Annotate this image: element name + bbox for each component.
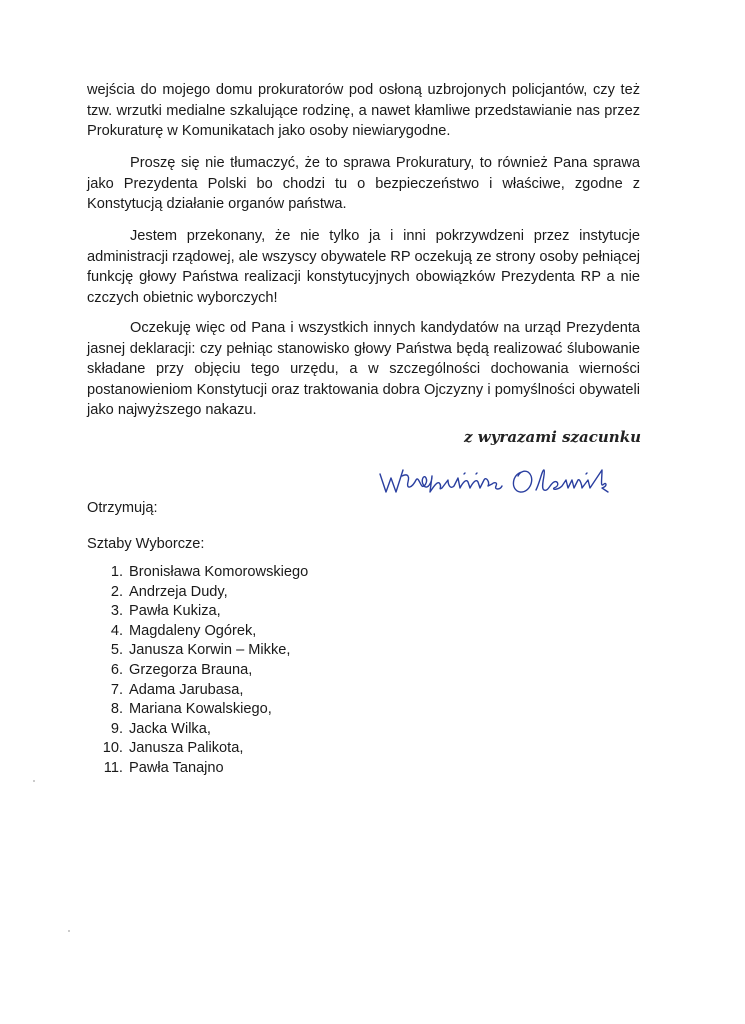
letter-paragraph-3: Jestem przekonany, że nie tylko ja i inni pokrzywdzeni przez instytucje administracji rządowej, ale wszyscy obywatele RP oczekują ze strony osoby pełniącej funkcję głowy Państwa realizacji konstytucyjnych obowiązków Prezydenta RP a nie czczych obietnic wyborczych! bbox=[87, 228, 640, 306]
list-item: 8. Mariana Kowalskiego, bbox=[110, 701, 272, 718]
letter-paragraph-4: Oczekuję więc od Pana i wszystkich innych kandydatów na urząd Prezydenta jasnej deklaracji: czy pełniąc stanowisko głowy Państwa będą realizować ślubowanie składane przy objęciu tego urzędu, a w szczególności dochowania wierności postanowieniom Konstytucji oraz traktowania dobra Ojczyzny i pomyślności obywateli jako najwyższego nakazu. bbox=[87, 320, 640, 418]
list-item: 1. Bronisława Komorowskiego bbox=[110, 564, 309, 580]
list-item: 11. Pawła Tanajno bbox=[103, 759, 224, 776]
scan-speck bbox=[33, 780, 35, 782]
list-item: 6. Grzegorza Brauna, bbox=[110, 661, 253, 678]
list-item: 10. Janusza Palikota, bbox=[102, 740, 244, 757]
handwritten-signature bbox=[376, 462, 616, 502]
list-item: 3. Pawła Kukiza, bbox=[110, 603, 221, 620]
recipient-list bbox=[87, 563, 308, 779]
letter-paragraph-2: Proszę się nie tłumaczyć, że to sprawa Prokuratury, to również Pana sprawa jako Prezydenta Polski bo chodzi tu o bezpieczeństwo i właściwe, zgodne z Konstytucją działanie organów państwa. bbox=[87, 155, 640, 212]
list-item: 7. Adama Jarubasa, bbox=[110, 681, 244, 698]
list-item: 5. Janusza Korwin – Mikke, bbox=[110, 642, 291, 659]
campaign-staffs-label: Sztaby Wyborcze: bbox=[87, 536, 205, 552]
list-item: 2. Andrzeja Dudy, bbox=[110, 583, 228, 600]
list-item: 4. Magdaleny Ogórek, bbox=[110, 622, 257, 639]
letter-paragraph-1: wejścia do mojego domu prokuratorów pod osłoną uzbrojonych policjantów, czy też tzw. wrzutki medialne szkalujące rodzinę, a nawet kłamliwe przedstawianie nas przez Prokuraturę w Komunikatach jako osoby niewiarygodne. bbox=[87, 82, 640, 139]
list-item: 9. Jacka Wilka, bbox=[110, 720, 211, 737]
closing-salutation: z wyrazami szacunku bbox=[464, 428, 641, 446]
scan-speck bbox=[68, 930, 70, 932]
recipients-label: Otrzymują: bbox=[87, 500, 158, 516]
